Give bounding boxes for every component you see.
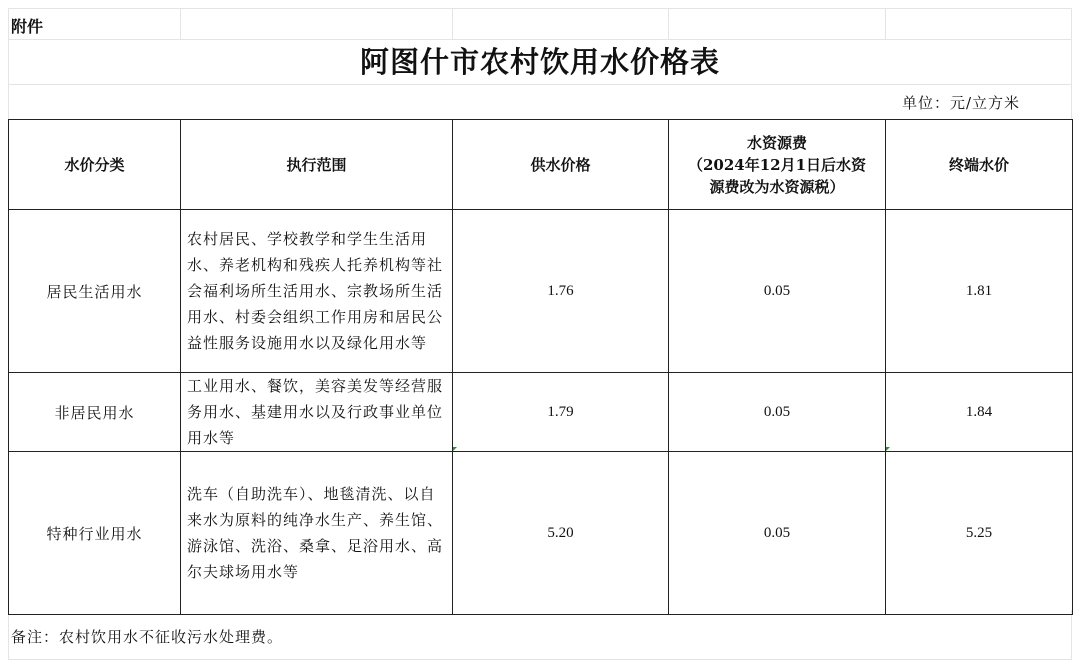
footnote: 备注：农村饮用水不征收污水处理费。: [11, 628, 284, 646]
header-scope: 执行范围: [181, 120, 453, 210]
row-category: 特种行业用水: [9, 452, 181, 615]
table-row: [9, 373, 1073, 452]
row-supply-price: 1.76: [453, 210, 669, 373]
row-resource-fee: 0.05: [669, 210, 886, 373]
row-scope: 洗车（自助洗车）、地毯清洗、以自来水为原料的纯净水生产、养生馆、游泳馆、洗浴、桑拿、足浴用水、高尔夫球场用水等: [181, 452, 453, 615]
attachment-label: 附件: [11, 17, 44, 36]
row-supply-price: 1.79: [453, 373, 669, 452]
header-supply-price: 供水价格: [453, 120, 669, 210]
table-header-row: [9, 120, 1073, 210]
header-category: 水价分类: [9, 120, 181, 210]
table-row: [9, 452, 1073, 615]
table-row: [9, 210, 1073, 373]
cell-comment-marker: [886, 447, 890, 451]
row-scope: 工业用水、餐饮，美容美发等经营服务用水、基建用水以及行政事业单位用水等: [181, 373, 453, 452]
row-final-price: 5.25: [886, 452, 1073, 615]
header-final-price: 终端水价: [886, 120, 1073, 210]
header-resource-fee-line1: 水资源费: [746, 133, 807, 152]
cell-comment-marker: [453, 447, 457, 451]
row-category: 非居民用水: [9, 373, 181, 452]
row-category: 居民生活用水: [9, 210, 181, 373]
unit-label: 单位：元/立方米: [901, 94, 1020, 112]
row-resource-fee: 0.05: [669, 373, 886, 452]
row-scope: 农村居民、学校教学和学生生活用水、养老机构和残疾人托养机构等社会福利场所生活用水、宗教场所生活用水、村委会组织工作用房和居民公益性服务设施用水以及绿化用水等: [181, 210, 453, 373]
document-title: 阿图什市农村饮用水价格表: [359, 45, 720, 79]
row-resource-fee: 0.05: [669, 452, 886, 615]
header-resource-fee-line2: （2024年12月1日后水资: [687, 155, 867, 174]
row-final-price: 1.84: [886, 373, 1073, 452]
row-final-price: 1.81: [886, 210, 1073, 373]
water-price-table: [8, 119, 1073, 615]
header-resource-fee: [669, 120, 886, 210]
row-supply-price: 5.20: [453, 452, 669, 615]
header-resource-fee-line3: 源费改为水资源税）: [709, 177, 845, 196]
